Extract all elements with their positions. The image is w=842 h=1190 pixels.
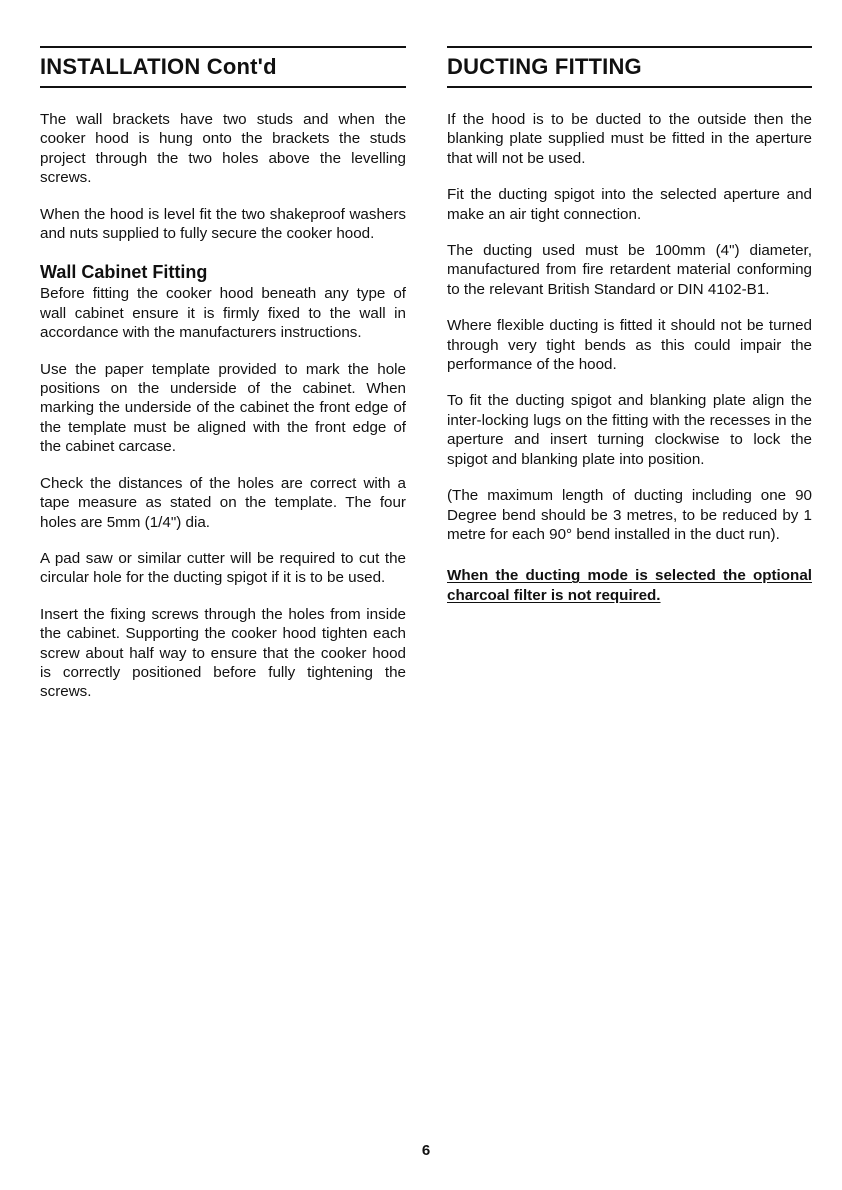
- installation-header: [40, 46, 406, 88]
- installation-title: INSTALLATION Cont'd: [40, 54, 277, 79]
- ducting-header: [447, 46, 812, 88]
- charcoal-filter-note: When the ducting mode is selected the optional charcoal filter is not required.: [447, 567, 812, 604]
- wall-cabinet-paragraph: Check the distances of the holes are correct with a tape measure as stated on the template. The four holes are 5mm (1/4") dia.: [40, 474, 406, 531]
- wall-cabinet-title: Wall Cabinet Fitting: [40, 262, 208, 283]
- wall-cabinet-paragraph: Before fitting the cooker hood beneath any type of wall cabinet ensure it is firmly fixed to the wall in accordance with the manufacturers instructions.: [40, 285, 406, 342]
- installation-paragraph: When the hood is level fit the two shakeproof washers and nuts supplied to fully secure the cooker hood.: [40, 205, 406, 243]
- wall-cabinet-paragraph: Insert the fixing screws through the holes from inside the cabinet. Supporting the cooker hood tighten each screw about half way to ensure that the cooker hood is correctly positioned before fully tightening the screws.: [40, 605, 406, 701]
- page-number: 6: [421, 1142, 431, 1159]
- ducting-paragraph: Fit the ducting spigot into the selected aperture and make an air tight connection.: [447, 186, 812, 223]
- ducting-paragraph: The ducting used must be 100mm (4") diameter, manufactured from fire retardent material conforming to the relevant British Standard or DIN 4102-B1.: [447, 242, 812, 298]
- ducting-paragraph: If the hood is to be ducted to the outside then the blanking plate supplied must be fitted in the aperture that will not be used.: [447, 111, 812, 167]
- left-column: [40, 46, 406, 719]
- installation-paragraph: The wall brackets have two studs and when the cooker hood is hung onto the brackets the studs project through the two holes above the levelling screws.: [40, 111, 406, 187]
- wall-cabinet-paragraph: A pad saw or similar cutter will be required to cut the circular hole for the ducting spigot if it is to be used.: [40, 549, 406, 587]
- ducting-paragraph: Where flexible ducting is fitted it should not be turned through very tight bends as this could impair the performance of the hood.: [447, 317, 812, 374]
- ducting-title: DUCTING FITTING: [447, 54, 642, 79]
- ducting-paragraph: (The maximum length of ducting including one 90 Degree bend should be 3 metres, to be reduced by 1 metre for each 90° bend installed in the duct run).: [447, 487, 812, 543]
- wall-cabinet-paragraph: Use the paper template provided to mark the hole positions on the underside of the cabinet. When marking the underside of the cabinet the front edge of the template must be aligned with the front edge of the cabinet carcase.: [40, 360, 406, 456]
- right-column: [447, 46, 812, 622]
- ducting-paragraph: To fit the ducting spigot and blanking plate align the inter-locking lugs on the fitting with the recesses in the aperture and insert turning clockwise to lock the spigot and blanking plate into position.: [447, 392, 812, 468]
